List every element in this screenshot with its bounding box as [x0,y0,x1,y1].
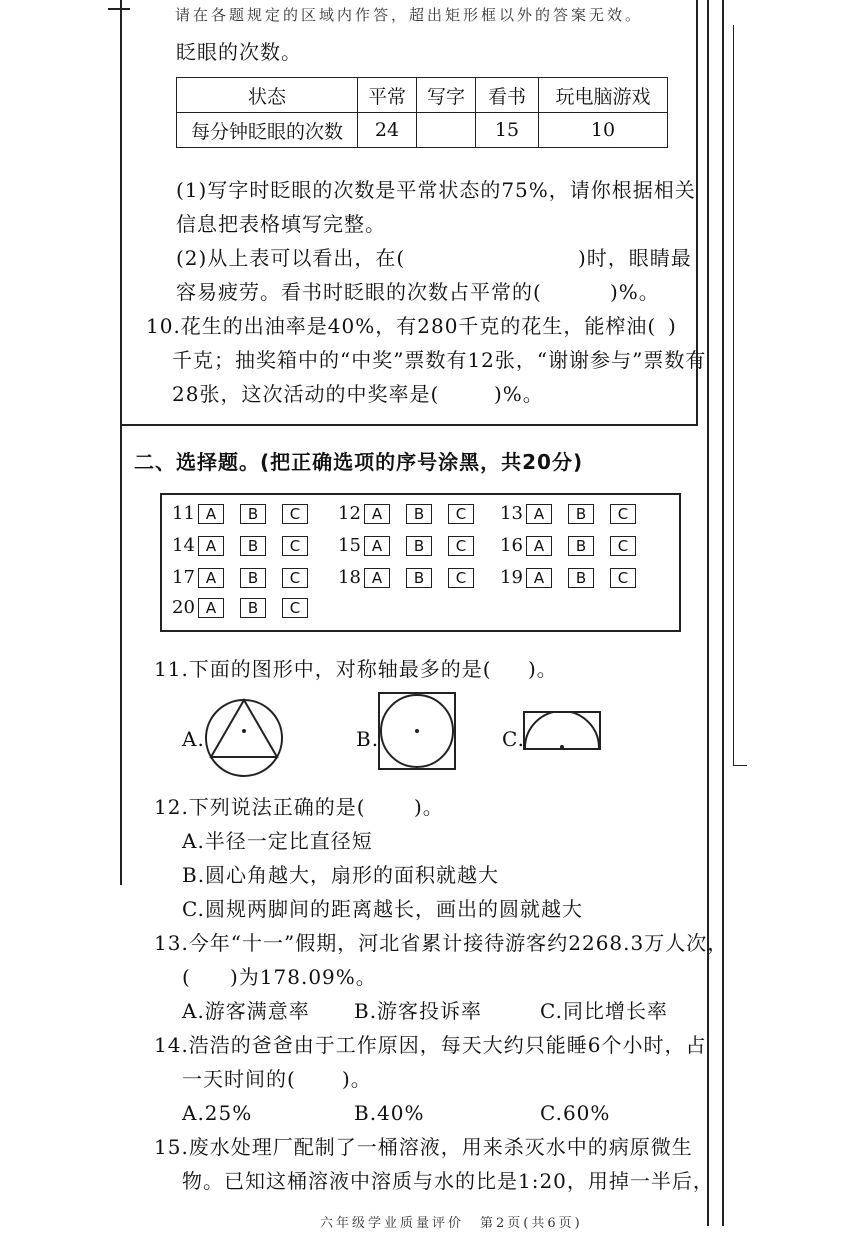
q14-line1: 14.浩浩的爸爸由于工作原因，每天大约只能睡6个小时，占 [154,1033,707,1057]
answer-sheet-number: 11 [172,503,195,524]
q9-part2-line1b: )时，眼睛最 [578,246,692,270]
answer-bubble-c[interactable]: C [282,504,308,524]
margin-line-1 [707,0,709,1226]
answer-bubble-c[interactable]: C [610,504,636,524]
q12-option-a[interactable]: A.半径一定比直径短 [182,829,373,853]
q15-line1: 15.废水处理厂配制了一桶溶液，用来杀灭水中的病原微生 [154,1135,693,1159]
q12-stem-a: 12.下列说法正确的是( [154,795,366,819]
q11-option-a-label[interactable]: A. [182,727,205,751]
table-header-state: 状态 [177,78,358,113]
answer-sheet-number: 14 [172,535,195,556]
q14-option-c[interactable]: C.60% [540,1101,611,1125]
q11-option-b-label[interactable]: B. [356,727,380,751]
q11-stem-a: 11.下面的图形中，对称轴最多的是( [154,657,492,681]
circle-with-triangle-figure [203,697,285,779]
answer-bubble-a[interactable]: A [198,536,224,556]
answer-bubble-b[interactable]: B [240,568,266,588]
answer-bubble-a[interactable]: A [198,568,224,588]
answer-bubble-a[interactable]: A [198,598,224,618]
answer-bubble-a[interactable]: A [526,568,552,588]
q10-line2: 千克；抽奖箱中的“中奖”票数有12张，“谢谢参与”票数有 [172,348,707,372]
top-cut-text: 请在各题规定的区域内作答，超出矩形框以外的答案无效。 [175,6,644,24]
answer-bubble-b[interactable]: B [406,504,432,524]
q9-part2-line2a: 容易疲劳。看书时眨眼的次数占平常的( [176,280,542,304]
q13-line2a: ( [182,965,191,989]
answer-sheet-number: 15 [338,535,361,556]
q9-part2-line2b: )%。 [610,280,660,304]
answer-bubble-b[interactable]: B [568,568,594,588]
intro-text: 眨眼的次数。 [176,40,302,64]
answer-bubble-b[interactable]: B [240,536,266,556]
q10-line1a: 10.花生的出油率是40%，有280千克的花生，能榨油( [146,314,657,338]
answer-sheet-number: 12 [338,503,361,524]
answer-bubble-c[interactable]: C [448,504,474,524]
q13-line2b: )为178.09%。 [230,965,377,989]
section2-title: 二、选择题。(把正确选项的序号涂黑，共20分) [134,450,584,474]
answer-sheet-number: 17 [172,567,195,588]
answer-bubble-a[interactable]: A [364,504,390,524]
answer-bubble-c[interactable]: C [282,536,308,556]
answer-bubble-a[interactable]: A [526,504,552,524]
answer-bubble-c[interactable]: C [448,536,474,556]
blink-table [176,77,668,148]
answer-bubble-c[interactable]: C [282,568,308,588]
answer-bubble-b[interactable]: B [240,598,266,618]
q14-option-b[interactable]: B.40% [354,1101,425,1125]
section-divider [120,424,698,426]
q9-part1-line2: 信息把表格填写完整。 [176,212,386,236]
answer-bubble-c[interactable]: C [282,598,308,618]
left-border-line-lower [120,425,122,885]
q9-part1-line1: (1)写字时眨眼的次数是平常状态的75%，请你根据相关 [176,178,696,202]
q10-line3a: 28张，这次活动的中奖率是( [172,382,440,406]
q11-option-c-label[interactable]: C. [502,727,525,751]
q10-line1b: ) [668,314,677,338]
semicircle-in-rectangle-figure [523,711,601,751]
table-cell-normal: 24 [358,113,417,148]
q12-stem-b: )。 [414,795,444,819]
answer-bubble-c[interactable]: C [610,536,636,556]
table-header-writing: 写字 [417,78,476,113]
q13-line1: 13.今年“十一”假期，河北省累计接待游客约2268.3万人次， [154,931,729,955]
answer-bubble-b[interactable]: B [240,504,266,524]
q13-option-b[interactable]: B.游客投诉率 [354,999,483,1023]
q14-line2b: )。 [342,1067,372,1091]
circle-in-square-figure [378,692,456,770]
margin-line-2 [722,0,724,1226]
table-header-normal: 平常 [358,78,417,113]
q9-part2-line1a: (2)从上表可以看出，在( [176,246,406,270]
answer-bubble-c[interactable]: C [448,568,474,588]
answer-sheet-number: 13 [500,503,523,524]
answer-bubble-a[interactable]: A [526,536,552,556]
q14-line2a: 一天时间的( [182,1067,296,1091]
table-header-reading: 看书 [476,78,539,113]
q13-option-a[interactable]: A.游客满意率 [182,999,310,1023]
table-cell-reading: 15 [476,113,539,148]
table-row-label: 每分钟眨眼的次数 [177,113,358,148]
answer-sheet-number: 19 [500,567,523,588]
q15-line2: 物。已知这桶溶液中溶质与水的比是1:20，用掉一半后， [182,1169,714,1193]
top-corner-mark [108,8,130,10]
answer-sheet-number: 18 [338,567,361,588]
answer-bubble-a[interactable]: A [198,504,224,524]
q14-option-a[interactable]: A.25% [182,1101,253,1125]
margin-tick [733,765,747,766]
table-cell-writing[interactable] [417,113,476,148]
answer-bubble-a[interactable]: A [364,568,390,588]
table-cell-gaming: 10 [539,113,668,148]
answer-bubble-b[interactable]: B [568,536,594,556]
q13-option-c[interactable]: C.同比增长率 [540,999,668,1023]
q12-option-b[interactable]: B.圆心角越大，扇形的面积就越大 [182,863,500,887]
q10-line3b: )%。 [494,382,544,406]
answer-bubble-a[interactable]: A [364,536,390,556]
q11-stem-b: )。 [528,657,558,681]
answer-bubble-b[interactable]: B [406,536,432,556]
footer-cut-text: 六年级学业质量评价 第2页(共6页) [320,1216,583,1231]
margin-line-3 [733,25,734,765]
table-header-gaming: 玩电脑游戏 [539,78,668,113]
left-border-line [120,0,122,425]
q12-option-c[interactable]: C.圆规两脚间的距离越长，画出的圆就越大 [182,897,583,921]
answer-sheet-number: 20 [172,597,195,618]
answer-bubble-b[interactable]: B [406,568,432,588]
answer-sheet-number: 16 [500,535,523,556]
answer-bubble-b[interactable]: B [568,504,594,524]
answer-bubble-c[interactable]: C [610,568,636,588]
